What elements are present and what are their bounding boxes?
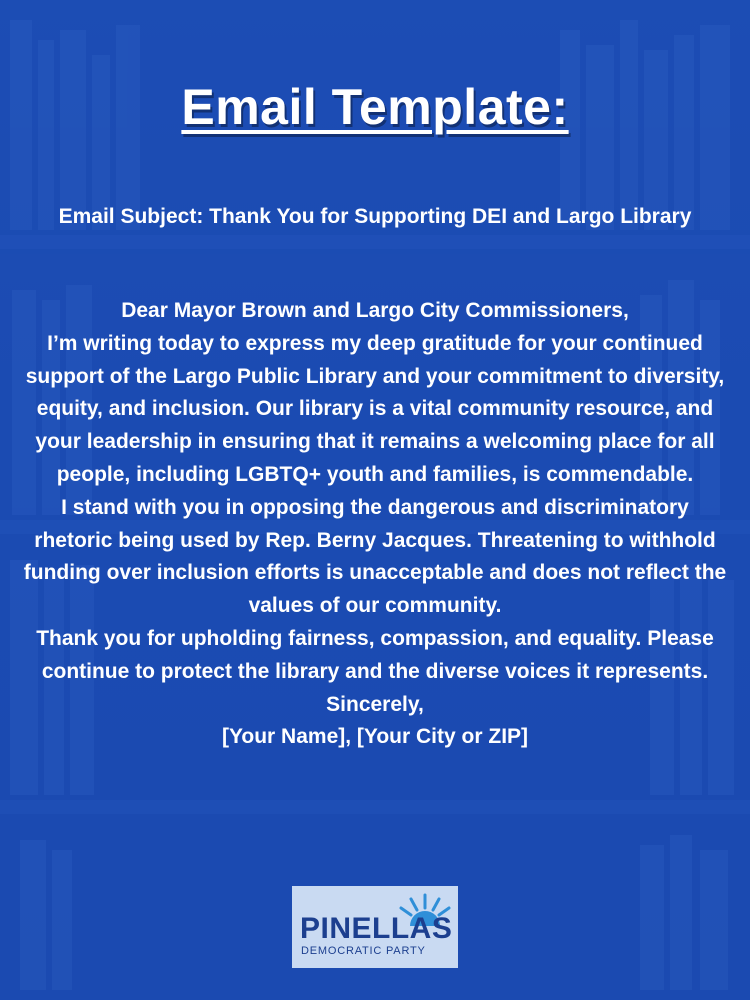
logo-name: PINELLAS bbox=[300, 912, 453, 945]
email-salutation: Dear Mayor Brown and Largo City Commissioners, bbox=[121, 299, 629, 322]
email-paragraph-3: Thank you for upholding fairness, compassion, and equality. Please continue to protect the library and the diverse voices it represents. bbox=[36, 626, 714, 683]
email-signature: [Your Name], [Your City or ZIP] bbox=[221, 725, 529, 749]
email-closing: Sincerely, bbox=[326, 692, 424, 716]
pinellas-democratic-party-logo bbox=[292, 886, 458, 968]
email-subject: Email Subject: Thank You for Supporting DEI and Largo Library bbox=[58, 205, 692, 228]
page-title: Email Template: bbox=[181, 79, 569, 135]
email-paragraph-1: I’m writing today to express my deep gratitude for your continued support of the Largo Public Library and your commitment to diversity, equity, and inclusion. Our library is a vital community resource, and your leadership in ensuring that it remains a welcoming place for all people, including LGBTQ+ youth and families, is commendable. bbox=[25, 331, 725, 486]
email-body bbox=[20, 295, 730, 754]
email-paragraph-2: I stand with you in opposing the dangerous and discriminatory rhetoric being used by Rep. Berny Jacques. Threatening to withhold funding over inclusion efforts is unacceptable and does not reflect the values of our community. bbox=[23, 495, 727, 618]
logo-subtitle: DEMOCRATIC PARTY bbox=[301, 945, 426, 957]
